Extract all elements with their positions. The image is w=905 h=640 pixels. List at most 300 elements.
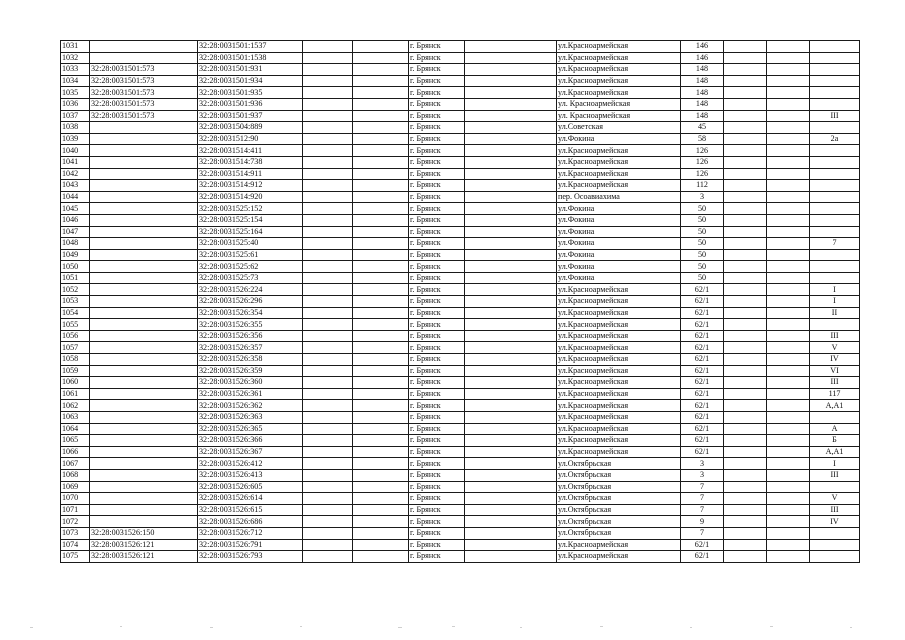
- parent-cadastral-number: [90, 481, 198, 493]
- table-row: [61, 87, 860, 99]
- premises-number: V: [810, 493, 860, 505]
- row-number: 1068: [61, 469, 90, 481]
- street: ул.Красноармейская: [557, 435, 681, 447]
- city: г. Брянск: [409, 481, 465, 493]
- empty-cell: [303, 504, 353, 516]
- parent-cadastral-number: 32:28:0031526:121: [90, 539, 198, 551]
- house-number: 3: [681, 191, 724, 203]
- empty-cell: [767, 377, 810, 389]
- parent-cadastral-number: [90, 122, 198, 134]
- premises-number: [810, 52, 860, 64]
- property-register-table: [60, 40, 860, 563]
- empty-cell: [465, 191, 557, 203]
- empty-cell: [303, 133, 353, 145]
- city: г. Брянск: [409, 423, 465, 435]
- house-number: 126: [681, 145, 724, 157]
- table-row: [61, 249, 860, 261]
- house-number: 62/1: [681, 377, 724, 389]
- row-number: 1032: [61, 52, 90, 64]
- row-number: 1043: [61, 180, 90, 192]
- empty-cell: [767, 168, 810, 180]
- empty-cell: [465, 388, 557, 400]
- table-row: [61, 272, 860, 284]
- row-number: 1071: [61, 504, 90, 516]
- city: г. Брянск: [409, 342, 465, 354]
- empty-cell: [465, 203, 557, 215]
- cadastral-number: 32:28:0031501:934: [198, 75, 303, 87]
- row-number: 1031: [61, 41, 90, 53]
- row-number: 1041: [61, 156, 90, 168]
- cadastral-number: 32:28:0031501:1537: [198, 41, 303, 53]
- empty-cell: [724, 365, 767, 377]
- empty-cell: [353, 122, 409, 134]
- premises-number: [810, 87, 860, 99]
- row-number: 1050: [61, 261, 90, 273]
- city: г. Брянск: [409, 504, 465, 516]
- parent-cadastral-number: 32:28:0031501:573: [90, 75, 198, 87]
- parent-cadastral-number: 32:28:0031501:573: [90, 87, 198, 99]
- empty-cell: [303, 423, 353, 435]
- empty-cell: [724, 272, 767, 284]
- empty-cell: [353, 481, 409, 493]
- empty-cell: [353, 133, 409, 145]
- premises-number: [810, 527, 860, 539]
- premises-number: [810, 41, 860, 53]
- city: г. Брянск: [409, 145, 465, 157]
- empty-cell: [303, 377, 353, 389]
- premises-number: II: [810, 307, 860, 319]
- empty-cell: [767, 226, 810, 238]
- empty-cell: [465, 261, 557, 273]
- empty-cell: [353, 330, 409, 342]
- empty-cell: [465, 412, 557, 424]
- parent-cadastral-number: [90, 191, 198, 203]
- street: ул.Октябрьская: [557, 504, 681, 516]
- parent-cadastral-number: [90, 516, 198, 528]
- table-row: [61, 516, 860, 528]
- empty-cell: [353, 307, 409, 319]
- table-row: [61, 133, 860, 145]
- premises-number: А,А1: [810, 400, 860, 412]
- house-number: 62/1: [681, 412, 724, 424]
- house-number: 62/1: [681, 330, 724, 342]
- empty-cell: [724, 238, 767, 250]
- empty-cell: [724, 469, 767, 481]
- cadastral-number: 32:28:0031526:356: [198, 330, 303, 342]
- empty-cell: [767, 110, 810, 122]
- empty-cell: [353, 493, 409, 505]
- empty-cell: [767, 98, 810, 110]
- empty-cell: [303, 203, 353, 215]
- row-number: 1039: [61, 133, 90, 145]
- cadastral-number: 32:28:0031501:931: [198, 64, 303, 76]
- cadastral-number: 32:28:0031526:412: [198, 458, 303, 470]
- table-row: [61, 110, 860, 122]
- empty-cell: [353, 516, 409, 528]
- empty-cell: [465, 400, 557, 412]
- street: ул.Красноармейская: [557, 180, 681, 192]
- premises-number: [810, 191, 860, 203]
- empty-cell: [465, 180, 557, 192]
- empty-cell: [353, 226, 409, 238]
- cadastral-number: 32:28:0031525:73: [198, 272, 303, 284]
- parent-cadastral-number: [90, 296, 198, 308]
- empty-cell: [303, 365, 353, 377]
- house-number: 62/1: [681, 319, 724, 331]
- empty-cell: [303, 330, 353, 342]
- row-number: 1061: [61, 388, 90, 400]
- empty-cell: [353, 145, 409, 157]
- street: ул.Красноармейская: [557, 342, 681, 354]
- row-number: 1038: [61, 122, 90, 134]
- city: г. Брянск: [409, 527, 465, 539]
- empty-cell: [724, 180, 767, 192]
- parent-cadastral-number: [90, 377, 198, 389]
- premises-number: I: [810, 284, 860, 296]
- row-number: 1051: [61, 272, 90, 284]
- empty-cell: [465, 435, 557, 447]
- house-number: 62/1: [681, 354, 724, 366]
- city: г. Брянск: [409, 400, 465, 412]
- empty-cell: [353, 446, 409, 458]
- city: г. Брянск: [409, 354, 465, 366]
- house-number: 62/1: [681, 551, 724, 563]
- parent-cadastral-number: [90, 214, 198, 226]
- empty-cell: [767, 319, 810, 331]
- empty-cell: [767, 469, 810, 481]
- row-number: 1070: [61, 493, 90, 505]
- cadastral-number: 32:28:0031526:366: [198, 435, 303, 447]
- cadastral-number: 32:28:0031526:354: [198, 307, 303, 319]
- empty-cell: [353, 272, 409, 284]
- parent-cadastral-number: [90, 249, 198, 261]
- empty-cell: [303, 238, 353, 250]
- empty-cell: [303, 354, 353, 366]
- empty-cell: [465, 156, 557, 168]
- street: ул. Красноармейская: [557, 110, 681, 122]
- empty-cell: [724, 156, 767, 168]
- street: ул.Красноармейская: [557, 388, 681, 400]
- table-row: [61, 307, 860, 319]
- house-number: 50: [681, 272, 724, 284]
- empty-cell: [724, 516, 767, 528]
- empty-cell: [767, 156, 810, 168]
- premises-number: 117: [810, 388, 860, 400]
- empty-cell: [353, 261, 409, 273]
- premises-number: III: [810, 330, 860, 342]
- city: г. Брянск: [409, 41, 465, 53]
- street: ул.Октябрьская: [557, 527, 681, 539]
- table-row: [61, 354, 860, 366]
- empty-cell: [465, 214, 557, 226]
- empty-cell: [465, 377, 557, 389]
- empty-cell: [767, 214, 810, 226]
- empty-cell: [724, 435, 767, 447]
- empty-cell: [767, 412, 810, 424]
- empty-cell: [303, 249, 353, 261]
- premises-number: [810, 319, 860, 331]
- empty-cell: [465, 319, 557, 331]
- street: ул.Красноармейская: [557, 156, 681, 168]
- house-number: 126: [681, 168, 724, 180]
- empty-cell: [353, 435, 409, 447]
- empty-cell: [465, 365, 557, 377]
- empty-cell: [303, 75, 353, 87]
- premises-number: [810, 156, 860, 168]
- empty-cell: [465, 64, 557, 76]
- empty-cell: [724, 481, 767, 493]
- table-row: [61, 319, 860, 331]
- house-number: 62/1: [681, 539, 724, 551]
- street: ул.Фокина: [557, 203, 681, 215]
- city: г. Брянск: [409, 214, 465, 226]
- cadastral-number: 32:28:0031512:90: [198, 133, 303, 145]
- table-row: [61, 238, 860, 250]
- row-number: 1067: [61, 458, 90, 470]
- empty-cell: [767, 354, 810, 366]
- empty-cell: [724, 504, 767, 516]
- street: ул.Фокина: [557, 133, 681, 145]
- cadastral-number: 32:28:0031525:62: [198, 261, 303, 273]
- house-number: 148: [681, 87, 724, 99]
- empty-cell: [465, 342, 557, 354]
- empty-cell: [465, 296, 557, 308]
- house-number: 148: [681, 98, 724, 110]
- premises-number: А: [810, 423, 860, 435]
- street: ул.Красноармейская: [557, 319, 681, 331]
- house-number: 146: [681, 52, 724, 64]
- cadastral-number: 32:28:0031525:152: [198, 203, 303, 215]
- empty-cell: [767, 261, 810, 273]
- parent-cadastral-number: [90, 342, 198, 354]
- street: ул.Фокина: [557, 214, 681, 226]
- row-number: 1036: [61, 98, 90, 110]
- row-number: 1057: [61, 342, 90, 354]
- empty-cell: [353, 87, 409, 99]
- empty-cell: [465, 423, 557, 435]
- parent-cadastral-number: [90, 168, 198, 180]
- row-number: 1037: [61, 110, 90, 122]
- house-number: 7: [681, 504, 724, 516]
- premises-number: 2а: [810, 133, 860, 145]
- house-number: 62/1: [681, 423, 724, 435]
- parent-cadastral-number: [90, 261, 198, 273]
- empty-cell: [767, 493, 810, 505]
- street: ул.Красноармейская: [557, 168, 681, 180]
- table-row: [61, 365, 860, 377]
- cadastral-number: 32:28:0031526:712: [198, 527, 303, 539]
- table-row: [61, 493, 860, 505]
- empty-cell: [465, 354, 557, 366]
- premises-number: III: [810, 469, 860, 481]
- cadastral-number: 32:28:0031526:361: [198, 388, 303, 400]
- empty-cell: [465, 493, 557, 505]
- table-row: [61, 191, 860, 203]
- row-number: 1058: [61, 354, 90, 366]
- table-row: [61, 41, 860, 53]
- premises-number: [810, 249, 860, 261]
- cadastral-number: 32:28:0031526:367: [198, 446, 303, 458]
- empty-cell: [724, 527, 767, 539]
- city: г. Брянск: [409, 377, 465, 389]
- empty-cell: [353, 64, 409, 76]
- empty-cell: [724, 122, 767, 134]
- city: г. Брянск: [409, 261, 465, 273]
- premises-number: [810, 539, 860, 551]
- empty-cell: [353, 249, 409, 261]
- scan-bottom-edge: [0, 624, 905, 630]
- empty-cell: [465, 52, 557, 64]
- row-number: 1060: [61, 377, 90, 389]
- house-number: 62/1: [681, 307, 724, 319]
- empty-cell: [724, 296, 767, 308]
- empty-cell: [724, 423, 767, 435]
- premises-number: I: [810, 296, 860, 308]
- empty-cell: [303, 87, 353, 99]
- street: ул.Красноармейская: [557, 330, 681, 342]
- row-number: 1065: [61, 435, 90, 447]
- empty-cell: [767, 180, 810, 192]
- empty-cell: [303, 284, 353, 296]
- table-row: [61, 261, 860, 273]
- street: ул.Фокина: [557, 226, 681, 238]
- empty-cell: [724, 458, 767, 470]
- table-row: [61, 388, 860, 400]
- city: г. Брянск: [409, 110, 465, 122]
- empty-cell: [767, 296, 810, 308]
- empty-cell: [303, 156, 353, 168]
- row-number: 1072: [61, 516, 90, 528]
- parent-cadastral-number: [90, 423, 198, 435]
- house-number: 126: [681, 156, 724, 168]
- premises-number: [810, 261, 860, 273]
- city: г. Брянск: [409, 435, 465, 447]
- city: г. Брянск: [409, 226, 465, 238]
- city: г. Брянск: [409, 539, 465, 551]
- street: ул.Красноармейская: [557, 75, 681, 87]
- empty-cell: [767, 41, 810, 53]
- empty-cell: [353, 400, 409, 412]
- empty-cell: [465, 527, 557, 539]
- table-row: [61, 551, 860, 563]
- table-row: [61, 342, 860, 354]
- city: г. Брянск: [409, 168, 465, 180]
- city: г. Брянск: [409, 272, 465, 284]
- cadastral-number: 32:28:0031501:936: [198, 98, 303, 110]
- cadastral-number: 32:28:0031504:889: [198, 122, 303, 134]
- table-row: [61, 458, 860, 470]
- cadastral-number: 32:28:0031526:360: [198, 377, 303, 389]
- house-number: 50: [681, 203, 724, 215]
- premises-number: [810, 551, 860, 563]
- parent-cadastral-number: [90, 446, 198, 458]
- empty-cell: [724, 98, 767, 110]
- row-number: 1055: [61, 319, 90, 331]
- empty-cell: [767, 516, 810, 528]
- empty-cell: [767, 238, 810, 250]
- city: г. Брянск: [409, 307, 465, 319]
- empty-cell: [353, 388, 409, 400]
- empty-cell: [724, 412, 767, 424]
- premises-number: [810, 75, 860, 87]
- street: ул.Красноармейская: [557, 377, 681, 389]
- house-number: 148: [681, 110, 724, 122]
- row-number: 1048: [61, 238, 90, 250]
- row-number: 1059: [61, 365, 90, 377]
- parent-cadastral-number: [90, 52, 198, 64]
- table-row: [61, 75, 860, 87]
- empty-cell: [353, 527, 409, 539]
- house-number: 62/1: [681, 400, 724, 412]
- house-number: 3: [681, 458, 724, 470]
- city: г. Брянск: [409, 493, 465, 505]
- empty-cell: [465, 41, 557, 53]
- row-number: 1034: [61, 75, 90, 87]
- empty-cell: [465, 307, 557, 319]
- row-number: 1069: [61, 481, 90, 493]
- house-number: 50: [681, 261, 724, 273]
- empty-cell: [465, 481, 557, 493]
- empty-cell: [724, 168, 767, 180]
- empty-cell: [353, 296, 409, 308]
- city: г. Брянск: [409, 133, 465, 145]
- empty-cell: [767, 75, 810, 87]
- parent-cadastral-number: 32:28:0031501:573: [90, 110, 198, 122]
- empty-cell: [767, 330, 810, 342]
- premises-number: [810, 64, 860, 76]
- house-number: 62/1: [681, 365, 724, 377]
- empty-cell: [465, 284, 557, 296]
- cadastral-number: 32:28:0031526:365: [198, 423, 303, 435]
- cadastral-number: 32:28:0031526:355: [198, 319, 303, 331]
- empty-cell: [465, 446, 557, 458]
- parent-cadastral-number: 32:28:0031501:573: [90, 64, 198, 76]
- empty-cell: [767, 423, 810, 435]
- row-number: 1066: [61, 446, 90, 458]
- empty-cell: [465, 249, 557, 261]
- row-number: 1035: [61, 87, 90, 99]
- house-number: 7: [681, 527, 724, 539]
- city: г. Брянск: [409, 87, 465, 99]
- premises-number: [810, 412, 860, 424]
- house-number: 50: [681, 214, 724, 226]
- empty-cell: [303, 342, 353, 354]
- street: ул.Красноармейская: [557, 365, 681, 377]
- empty-cell: [465, 458, 557, 470]
- table-row: [61, 539, 860, 551]
- empty-cell: [767, 365, 810, 377]
- parent-cadastral-number: [90, 145, 198, 157]
- cadastral-number: 32:28:0031501:1538: [198, 52, 303, 64]
- street: ул.Октябрьская: [557, 458, 681, 470]
- house-number: 45: [681, 122, 724, 134]
- empty-cell: [353, 458, 409, 470]
- empty-cell: [353, 214, 409, 226]
- cadastral-number: 32:28:0031526:413: [198, 469, 303, 481]
- empty-cell: [465, 122, 557, 134]
- empty-cell: [724, 75, 767, 87]
- table-row: [61, 296, 860, 308]
- empty-cell: [353, 284, 409, 296]
- house-number: 50: [681, 226, 724, 238]
- cadastral-number: 32:28:0031526:359: [198, 365, 303, 377]
- city: г. Брянск: [409, 412, 465, 424]
- empty-cell: [724, 539, 767, 551]
- cadastral-number: 32:28:0031501:937: [198, 110, 303, 122]
- city: г. Брянск: [409, 365, 465, 377]
- parent-cadastral-number: [90, 365, 198, 377]
- city: г. Брянск: [409, 551, 465, 563]
